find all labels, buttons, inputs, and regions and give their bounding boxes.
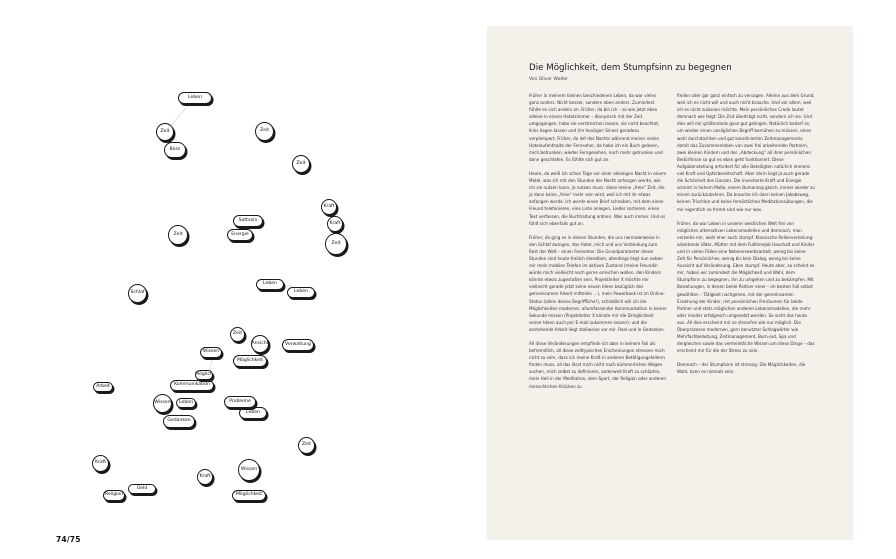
node-wissen: Wissen (153, 394, 172, 413)
essay-author: Von Oliver Wolter (529, 77, 569, 82)
node-kraft: Kraft (197, 469, 213, 485)
node-geld: Geld (128, 484, 156, 494)
node-sattsein: Sattsein (233, 215, 263, 227)
node-zeit: Zeit (298, 437, 315, 454)
essay-column-left (529, 92, 667, 397)
essay-paragraph: Früher, da war Leben in unserer westlichen Welt frei von möglichen alternativen Lebensmodellen und demnach, man verzeihe mir, wohl eher auch stumpf. Klassische Rollenverteilung: arbeitende Väter, Mütter mit dem Fulltimejob Haushalt und Kinder und in vielen Fällen eine Nebenerwerbsarbeit, wenig bis keine Zeit für Persönliches, wenig bis kein Dialog, wenig bis keine Aussicht auf Veränderung. Eben stumpf. Heute aber, so scheint es mir, haben wir zumindest die Möglichkeit und Wahl, dem Stumpfsinn zu begegnen, ihn zu umgehen und zu bekämpfen. Mit Beziehungen, in denen beide Partner einer – im besten Fall selbst gewählten – Tätigkeit nachgehen, mit der gemeinsamen Erziehung der Kinder, mit persönlichen Freiräumen für beide Partner und stets möglichen anderen Lebensmodellen, die mehr oder minder erfolgreich umgesetzt werden. So sieht das heute aus. All dies erscheint mir so stressfrei wie nur möglich. Die Überprozesse modernen, gern benutzter Schlagwörter wie Mehrfachbelastung, Zeitmanagement, Burn-out, Spa und dergleichen sowie das vermeintliche Wissen um diese Dinge – das erscheint mir für die der Stress zu sein. (677, 220, 815, 354)
essay-paragraph: Früher, da ging es in diesen Stunden, die uns normalerweise in den Schlaf zwingen, das Hotel, mich und uns Verbindung zum Rest der Welt – einen Fernseher. Die Grundparameter dieser Stunden sind heute freilich dieselben, allerdings liegt nun neben mir mein mobiles Telefon im aktiven Zustand (meine Freundin würde mich vielleicht noch gerne erreichen wollen, den Kindern könnte etwas zugestoßen sein, Projektleiter X möchte mir vielleicht gerade jetzt seine neuen Ideen bezüglich des gemeinsamen Arbeit mitteilen …), mein Powerbook ist im Online-Status (allein dieses Begriffliche!), schließlich will ich die Möglichkeiten moderner, allumfassender Kommunikation in keiner Sekunde missen (Projektleiter X könnte mir die Dringlichkeit seiner Ideen auch per E-mail zukommen lassen); und die anstehende Arbeit liegt stoßweise vor mir. Real und in Gedanken. (529, 234, 667, 332)
essay-paragraph: finden oder gar ganz einfach zu versagen. Alleine aus dem Grund, weil ich es nicht will und auch nicht brauche. Und vor allem, weil ich es nicht zulassen möchte. Mein persönliches Credo lautet demnach wie folgt: Die Zeit überträgt nicht, sondern ich sie. Und dies will mir größtenteils ganz gut gelingen. Natürlich bedarf es, um wieder einen unsäglichen Begriff bemühen zu müssen, eines wohl durchdachten und gut koordinierten Zeitmanagements, damit das Zusammenleben von zwei frei arbeitenden Partnern, zwei kleinen Kindern und der „Abdeckung“ all ihrer persönlichen Bedürfnisse so gut es eben geht funktioniert. Diese Aufgabenstellung erfordert für alle Beteiligten natürlich immens viel Kraft und Opferbereitschaft. Aber darin liegt ja auch gerade die Schönheit des Ganzen. Die investierte Kraft und Energie scheint in hohem Maße, einem Bumerang gleich, immer wieder zu einem zurückzukehren. Da brauche ich dann keinen Jakobsweg, keinen Trischlon und keine fernöstlichen Meditationsübungen, die mir eigentlich so fremd sind wie nur was. (677, 93, 815, 212)
node-moeglichkeit: Möglichkeit (233, 355, 267, 367)
essay-paragraph: All diese Veränderungen empfinde ich aber in keinem Fall als befremdlich, all diese zeittypischen Erscheinungen stressen mich nicht so sehr, dass ich meine Kraft in anderen Betätigungsfeldern finden muss, all das lässt mich nicht nach kümmerlichen Wegen suchen, mich selbst zu definieren, anderweit Kraft zu schöpfen, mein Heil in der Meditation, dem Sport, der Religion oder anderen menschlichen Krücken zu (529, 341, 666, 389)
node-zeit: Zeit (230, 327, 245, 342)
node-kraft: Kraft (327, 216, 343, 232)
node-wissen: Wissen (200, 347, 222, 358)
essay-paragraph: Demnach – der Stumpfsinn ist stressig. Die Möglichkeiten, die Wahl, kann es niemals sein. (677, 362, 806, 375)
node-leben: Leben (287, 287, 315, 298)
node-zeit: Zeit (292, 155, 310, 173)
node-boss: Boss (164, 142, 186, 158)
node-leben: Leben (256, 279, 284, 290)
node-kraft: Kraft (321, 199, 337, 215)
node-probleme: Probleme (224, 396, 256, 408)
node-zeit: Zeit (168, 225, 188, 245)
essay-page (487, 26, 853, 540)
node-zeit: Zeit (255, 122, 274, 141)
node-religion: Religion (103, 490, 125, 501)
essay-paragraph: Heute, da weiß ich schon Tage vor einer alleinigen Nacht in einem Motel, was ich mit den Stunden der Nacht anfangen werde, wie ich sie nutzen kann, je nutzen muss, diese meine „freie“ Zeit, die ja dann keine „freie“ mehr sein wird, weil ich mit ihr etwas anfangen werde. Ich werde einen Brief schreiben, mit dem einen Freund telefonieren, eine Liste anlegen, Lieder sortieren, einen Text verfassen, die Buchhaltung ordnen. Was auch immer. Und es fühlt sich ebenfalls gut an. (529, 170, 667, 226)
node-leben: Leben (176, 398, 196, 408)
node-gedanken: Gedanken (163, 415, 195, 428)
node-ansicht: Ansicht (251, 335, 269, 353)
essay-title: Die Möglichkeit, dem Stumpfsinn zu begegnen (529, 63, 732, 73)
node-moeglich: Möglich (195, 370, 213, 380)
essay-column-right (677, 92, 815, 383)
node-kommunikation: Kommunikation (170, 380, 214, 391)
node-kraft: Kraft (92, 455, 109, 472)
node-energie: Energie (227, 229, 253, 241)
node-arbeit: Arbeit (93, 382, 113, 392)
node-zeit: Zeit (325, 233, 347, 255)
node-wissen: Wissen (238, 459, 260, 481)
node-schlaf: Schlaf (128, 284, 147, 303)
node-leben: Leben (178, 92, 212, 104)
page-number: 74/75 (56, 535, 81, 544)
node-leben: Leben (239, 407, 267, 419)
node-zeit: Zeit (156, 123, 174, 141)
node-moeglichkeit: Möglichkeit (232, 490, 266, 501)
essay-paragraph: Früher in meinem kleinen beschiedenen Leben, da war vieles ganz anders. Nicht besser, sondern eben anders. Zumindest fühlte es sich anders an. Früher, da bin ich – so wie jetzt eben alleine in einem Hotelzimmer – dionysisch mit der Zeit umgegangen, habe sie verstreichen lassen, sie nicht beachtet, links liegen lassen und (im heutigen Sinne) geradezu verplempert. Früher, da lief des Nachts während meiner vielen Hotelaufenthalte der Fernseher, da habe ich ein Buch gelesen, mich betrunken, wieder Ferngesehen, noch mehr getrunken und dann geschlafen. Es fühlte sich gut an. (529, 93, 663, 162)
node-verwaltung: Verwaltung (282, 339, 314, 351)
